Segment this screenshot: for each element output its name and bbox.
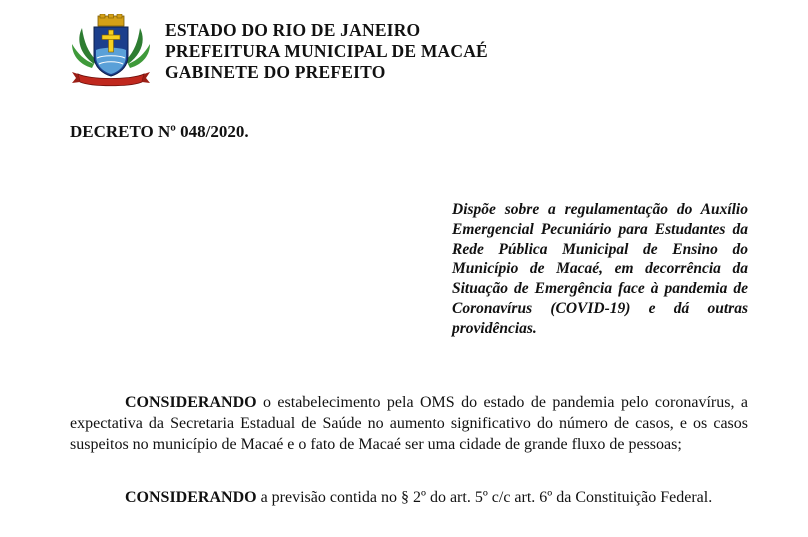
consideration-paragraph [70,488,748,509]
decree-number: DECRETO Nº 048/2020. [70,122,249,141]
header-state: ESTADO DO RIO DE JANEIRO [165,20,421,40]
coat-of-arms-icon [70,14,152,88]
letterhead [165,20,488,83]
consideration-paragraph [70,393,748,455]
consideration-text: a previsão contida no § 2º do art. 5º c/c art. 6º da Constituição Federal. [256,489,713,506]
header-cabinet: GABINETE DO PREFEITO [165,62,386,82]
consideration-text: o estabelecimento pela OMS do estado de pandemia pelo coronavírus, a expectativa da Secretaria Estadual de Saúde no aumento significativo do número de casos, e os casos suspeitos no município de Macaé e o fato de Macaé ser uma cidade de grande fluxo de pessoas; [70,394,748,453]
consideration-lead: CONSIDERANDO [125,489,257,506]
decree-summary: Dispõe sobre a regulamentação do Auxílio Emergencial Pecuniário para Estudantes da Rede Pública Municipal de Ensino do Município de Macaé, em decorrência da Situação de Emergência face à pandemia de Coronavírus (COVID-19) e dá outras providências. [452,201,748,337]
header-prefecture: PREFEITURA MUNICIPAL DE MACAÉ [165,41,488,61]
consideration-lead: CONSIDERANDO [125,394,257,411]
